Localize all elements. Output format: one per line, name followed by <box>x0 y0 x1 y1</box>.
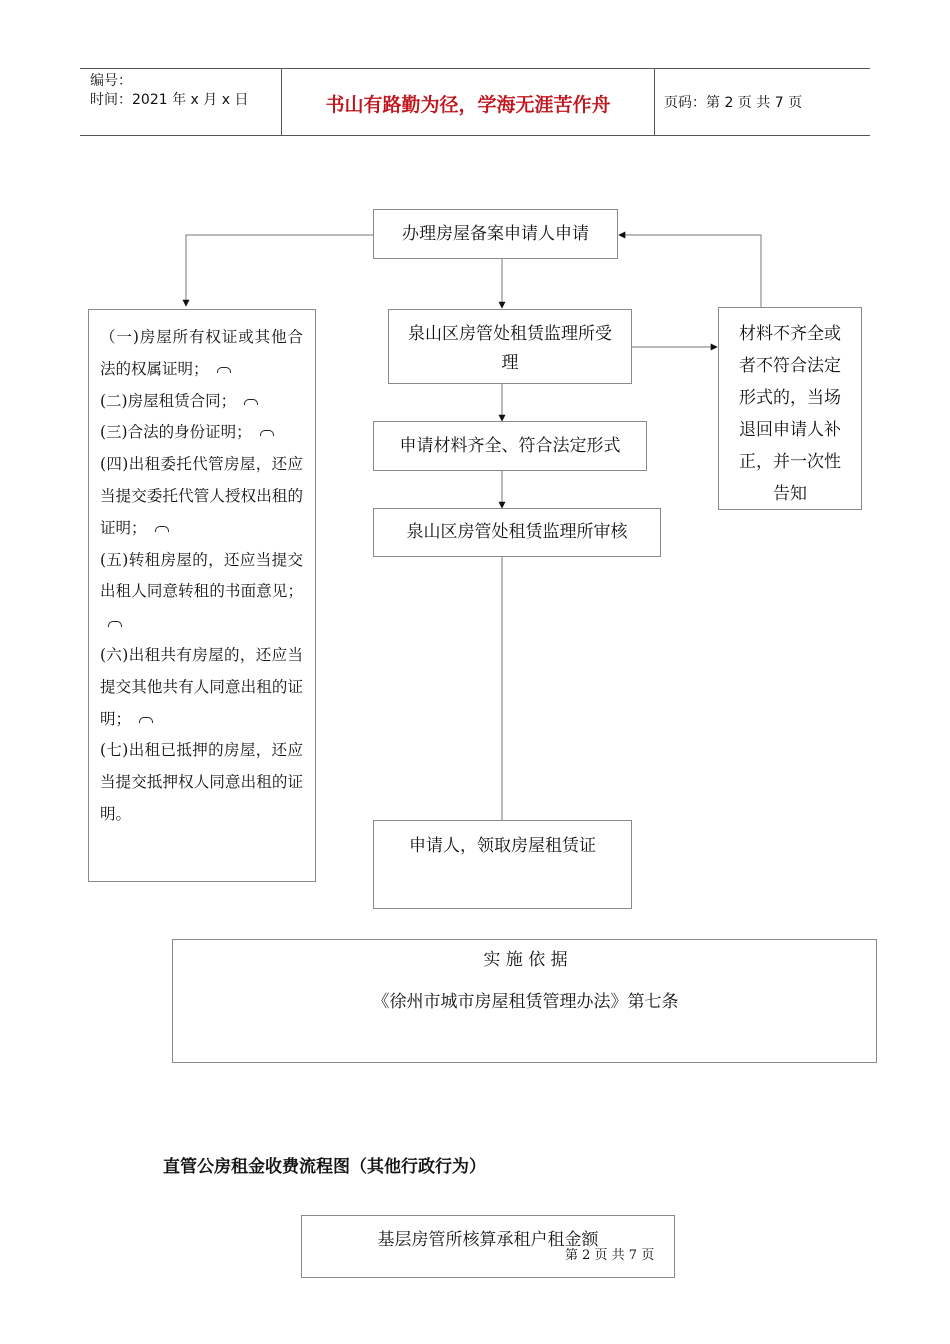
basis-title: 实 施 依 据 <box>483 950 568 970</box>
reject-text: 材料不齐全或者不符合法定形式的，当场退回申请人补正，并一次性告知 <box>739 324 841 504</box>
requirements-box <box>88 309 316 882</box>
requirement-item: (七)出租已抵押的房屋，还应当提交抵押权人同意出租的证明。 <box>100 741 303 823</box>
section2-title: 直管公房租金收费流程图（其他行政行为） <box>163 1157 486 1177</box>
edit-mark-icon <box>139 717 153 723</box>
requirement-item: (二)房屋租赁合同； <box>100 386 303 418</box>
accept-box <box>388 309 632 384</box>
receive-text: 申请人，领取房屋租赁证 <box>409 836 596 856</box>
reject-box <box>718 307 862 510</box>
header-page-label: 页码：第 2 页 共 7 页 <box>664 95 803 111</box>
requirement-item: (三)合法的身份证明； <box>100 417 303 449</box>
receive-box <box>373 820 632 909</box>
review-box <box>373 508 661 557</box>
apply-text: 办理房屋备案申请人申请 <box>402 224 589 244</box>
accept-text: 泉山区房管处租赁监理所受理 <box>408 324 612 373</box>
header-date-label: 时间：2021 年 x 月 x 日 <box>90 92 249 108</box>
review-text: 泉山区房管处租赁监理所审核 <box>406 522 628 542</box>
edit-mark-icon <box>108 621 122 627</box>
header-motto: 书山有路勤为径，学海无涯苦作舟 <box>325 94 611 116</box>
complete-text: 申请材料齐全、符合法定形式 <box>399 436 621 456</box>
edit-mark-icon <box>244 399 258 405</box>
edit-mark-icon <box>217 367 231 373</box>
footer-page: 第 2 页 共 7 页 <box>565 1248 655 1263</box>
complete-box <box>373 421 647 471</box>
first-step-text: 基层房管所核算承租户租金额 <box>377 1230 599 1250</box>
requirement-item: (四)出租委托代管房屋，还应当提交委托代管人授权出租的证明； <box>100 455 303 537</box>
header-number-label: 编号： <box>90 73 132 89</box>
requirement-item: （一)房屋所有权证或其他合法的权属证明； <box>100 328 303 378</box>
basis-text: 《徐州市城市房屋租赁管理办法》第七条 <box>372 992 679 1012</box>
edit-mark-icon <box>260 430 274 436</box>
basis-box <box>172 939 877 1063</box>
edit-mark-icon <box>155 526 169 532</box>
apply-box <box>373 209 618 259</box>
requirement-item: (五)转租房屋的，还应当提交出租人同意转租的书面意见； <box>100 545 303 640</box>
requirement-item: (六)出租共有房屋的，还应当提交其他共有人同意出租的证明； <box>100 645 303 728</box>
